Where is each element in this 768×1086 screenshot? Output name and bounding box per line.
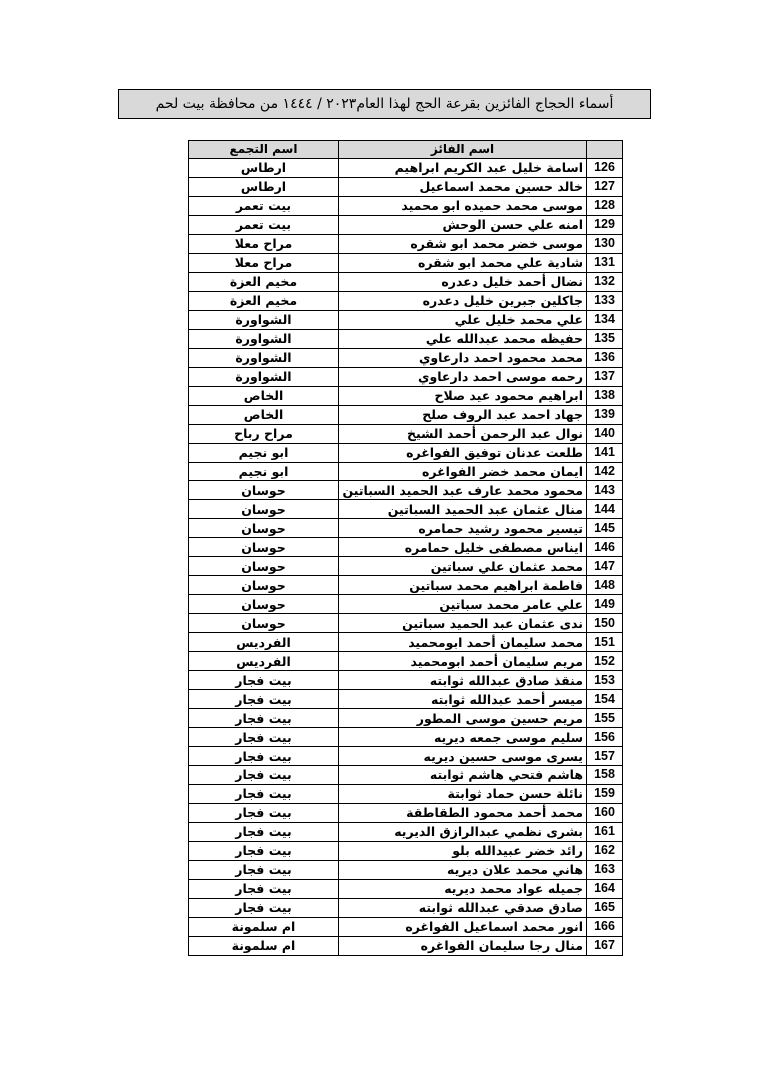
table-row <box>189 917 623 936</box>
table-row <box>189 424 623 443</box>
row-number: 146 <box>587 538 623 557</box>
winner-name: صادق صدقي عبدالله ثوابته <box>339 898 587 917</box>
winner-name: رحمه موسى احمد دارعاوي <box>339 367 587 386</box>
group-name: ام سلمونة <box>189 936 339 955</box>
group-name: مخيم العزة <box>189 272 339 291</box>
row-number: 134 <box>587 310 623 329</box>
group-name: بيت فجار <box>189 860 339 879</box>
table-row <box>189 709 623 728</box>
group-name: ابو نجيم <box>189 462 339 481</box>
winners-table <box>188 140 623 956</box>
table-row <box>189 690 623 709</box>
row-number: 137 <box>587 367 623 386</box>
group-name: بيت فجار <box>189 803 339 822</box>
winner-name: حفيظه محمد عبدالله علي <box>339 329 587 348</box>
row-number: 128 <box>587 196 623 215</box>
row-number: 132 <box>587 272 623 291</box>
winner-name: هاني محمد علان ديريه <box>339 860 587 879</box>
table-row <box>189 879 623 898</box>
table-row <box>189 500 623 519</box>
row-number: 166 <box>587 917 623 936</box>
group-name: بيت فجار <box>189 766 339 785</box>
row-number: 130 <box>587 234 623 253</box>
row-number: 163 <box>587 860 623 879</box>
table-row <box>189 614 623 633</box>
row-number: 162 <box>587 841 623 860</box>
table-row <box>189 310 623 329</box>
row-number: 156 <box>587 728 623 747</box>
table-row <box>189 196 623 215</box>
group-name: الشواورة <box>189 367 339 386</box>
table-row <box>189 215 623 234</box>
winner-name: نوال عبد الرحمن أحمد الشيخ <box>339 424 587 443</box>
group-name: حوسان <box>189 538 339 557</box>
row-number: 133 <box>587 291 623 310</box>
table-row <box>189 898 623 917</box>
group-name: الفرديس <box>189 633 339 652</box>
winner-name: هاشم فتحي هاشم ثوابته <box>339 766 587 785</box>
table-row <box>189 784 623 803</box>
winner-name: محمد أحمد محمود الطقاطقة <box>339 803 587 822</box>
row-number: 157 <box>587 747 623 766</box>
table-row <box>189 557 623 576</box>
winner-name: محمد محمود احمد دارعاوي <box>339 348 587 367</box>
table-row <box>189 538 623 557</box>
group-name: مراح رباح <box>189 424 339 443</box>
table-row <box>189 766 623 785</box>
group-name: حوسان <box>189 557 339 576</box>
winner-name: رائد خضر عبيدالله بلو <box>339 841 587 860</box>
group-name: الخاص <box>189 386 339 405</box>
winner-name: اسامة خليل عبد الكريم ابراهيم <box>339 159 587 178</box>
group-name: الشواورة <box>189 329 339 348</box>
row-number: 141 <box>587 443 623 462</box>
group-name: بيت فجار <box>189 784 339 803</box>
row-number: 152 <box>587 652 623 671</box>
winner-name: موسى خضر محمد ابو شقره <box>339 234 587 253</box>
row-number: 144 <box>587 500 623 519</box>
header-group-name: اسم التجمع <box>189 141 339 159</box>
winner-name: ايناس مصطفى خليل حمامره <box>339 538 587 557</box>
header-number <box>587 141 623 159</box>
table-row <box>189 443 623 462</box>
table-row <box>189 633 623 652</box>
row-number: 139 <box>587 405 623 424</box>
row-number: 127 <box>587 177 623 196</box>
group-name: بيت فجار <box>189 879 339 898</box>
row-number: 147 <box>587 557 623 576</box>
winner-name: محمود محمد عارف عبد الحميد السباتين <box>339 481 587 500</box>
table-row <box>189 652 623 671</box>
winner-name: منال رجا سليمان الفواغره <box>339 936 587 955</box>
winner-name: منال عثمان عبد الحميد السباتين <box>339 500 587 519</box>
table-row <box>189 253 623 272</box>
table-row <box>189 386 623 405</box>
winner-name: علي محمد خليل علي <box>339 310 587 329</box>
row-number: 165 <box>587 898 623 917</box>
table-row <box>189 936 623 955</box>
winner-name: انور محمد اسماعيل الفواغره <box>339 917 587 936</box>
table-row <box>189 595 623 614</box>
table-row <box>189 860 623 879</box>
group-name: حوسان <box>189 481 339 500</box>
group-name: بيت فجار <box>189 671 339 690</box>
table-row <box>189 177 623 196</box>
winner-name: يسرى موسى حسين ديريه <box>339 747 587 766</box>
table-row <box>189 348 623 367</box>
row-number: 138 <box>587 386 623 405</box>
table-row <box>189 803 623 822</box>
group-name: بيت فجار <box>189 709 339 728</box>
header-winner-name: اسم الفائز <box>339 141 587 159</box>
winner-name: علي عامر محمد سباتين <box>339 595 587 614</box>
table-row <box>189 234 623 253</box>
table-row <box>189 291 623 310</box>
winner-name: ندى عثمان عبد الحميد سباتين <box>339 614 587 633</box>
row-number: 143 <box>587 481 623 500</box>
row-number: 136 <box>587 348 623 367</box>
group-name: ارطاس <box>189 159 339 178</box>
group-name: بيت فجار <box>189 898 339 917</box>
group-name: الشواورة <box>189 310 339 329</box>
winner-name: منقذ صادق عبدالله ثوابته <box>339 671 587 690</box>
winner-name: موسى محمد حميده ابو محميد <box>339 196 587 215</box>
winner-name: نضال أحمد خليل دعدره <box>339 272 587 291</box>
table-row <box>189 405 623 424</box>
group-name: مراح معلا <box>189 253 339 272</box>
row-number: 160 <box>587 803 623 822</box>
row-number: 135 <box>587 329 623 348</box>
winner-name: مريم حسين موسى المطور <box>339 709 587 728</box>
winner-name: خالد حسين محمد اسماعيل <box>339 177 587 196</box>
row-number: 158 <box>587 766 623 785</box>
winner-name: جهاد احمد عبد الروف صلح <box>339 405 587 424</box>
table-row <box>189 462 623 481</box>
table-row <box>189 728 623 747</box>
row-number: 154 <box>587 690 623 709</box>
group-name: بيت تعمر <box>189 196 339 215</box>
group-name: ارطاس <box>189 177 339 196</box>
table-row <box>189 367 623 386</box>
group-name: بيت فجار <box>189 822 339 841</box>
group-name: بيت فجار <box>189 841 339 860</box>
group-name: ام سلمونة <box>189 917 339 936</box>
row-number: 159 <box>587 784 623 803</box>
winner-name: تيسير محمود رشيد حمامره <box>339 519 587 538</box>
table-row <box>189 747 623 766</box>
winner-name: محمد عثمان علي سباتين <box>339 557 587 576</box>
group-name: حوسان <box>189 614 339 633</box>
table-row <box>189 822 623 841</box>
row-number: 148 <box>587 576 623 595</box>
table-row <box>189 841 623 860</box>
group-name: مراح معلا <box>189 234 339 253</box>
table-row <box>189 272 623 291</box>
winner-name: مريم سليمان أحمد ابومحميد <box>339 652 587 671</box>
table-row <box>189 576 623 595</box>
winner-name: جميله عواد محمد ديريه <box>339 879 587 898</box>
winner-name: نائلة حسن حماد ثوابتة <box>339 784 587 803</box>
group-name: الفرديس <box>189 652 339 671</box>
group-name: حوسان <box>189 595 339 614</box>
winner-name: امنه علي حسن الوحش <box>339 215 587 234</box>
group-name: الشواورة <box>189 348 339 367</box>
group-name: بيت فجار <box>189 728 339 747</box>
winner-name: جاكلين جبرين خليل دعدره <box>339 291 587 310</box>
row-number: 161 <box>587 822 623 841</box>
group-name: ابو نجيم <box>189 443 339 462</box>
winner-name: ابراهيم محمود عيد صلاح <box>339 386 587 405</box>
group-name: الخاص <box>189 405 339 424</box>
winner-name: ميسر أحمد عبدالله ثوابته <box>339 690 587 709</box>
row-number: 164 <box>587 879 623 898</box>
row-number: 149 <box>587 595 623 614</box>
table-row <box>189 519 623 538</box>
row-number: 151 <box>587 633 623 652</box>
winner-name: سليم موسى جمعه ديريه <box>339 728 587 747</box>
table-row <box>189 671 623 690</box>
group-name: بيت فجار <box>189 747 339 766</box>
winner-name: بشرى نظمي عبدالرازق الديريه <box>339 822 587 841</box>
group-name: حوسان <box>189 500 339 519</box>
row-number: 155 <box>587 709 623 728</box>
row-number: 150 <box>587 614 623 633</box>
group-name: مخيم العزة <box>189 291 339 310</box>
row-number: 167 <box>587 936 623 955</box>
winner-name: ايمان محمد خضر الفواغره <box>339 462 587 481</box>
table-row <box>189 481 623 500</box>
row-number: 140 <box>587 424 623 443</box>
row-number: 153 <box>587 671 623 690</box>
row-number: 145 <box>587 519 623 538</box>
group-name: حوسان <box>189 576 339 595</box>
row-number: 142 <box>587 462 623 481</box>
page-title: أسماء الحجاج الفائزين بقرعة الحج لهذا العام٢٠٢٣ / ١٤٤٤ من محافظة بيت لحم <box>118 89 651 119</box>
group-name: حوسان <box>189 519 339 538</box>
winner-name: فاطمة ابراهيم محمد سباتين <box>339 576 587 595</box>
winner-name: طلعت عدنان توفيق الفواغره <box>339 443 587 462</box>
group-name: بيت تعمر <box>189 215 339 234</box>
winner-name: شادية علي محمد ابو شقره <box>339 253 587 272</box>
table-row <box>189 329 623 348</box>
row-number: 129 <box>587 215 623 234</box>
group-name: بيت فجار <box>189 690 339 709</box>
winner-name: محمد سليمان أحمد ابومحميد <box>339 633 587 652</box>
table-row <box>189 159 623 178</box>
row-number: 126 <box>587 159 623 178</box>
table-header-row <box>189 141 623 159</box>
row-number: 131 <box>587 253 623 272</box>
